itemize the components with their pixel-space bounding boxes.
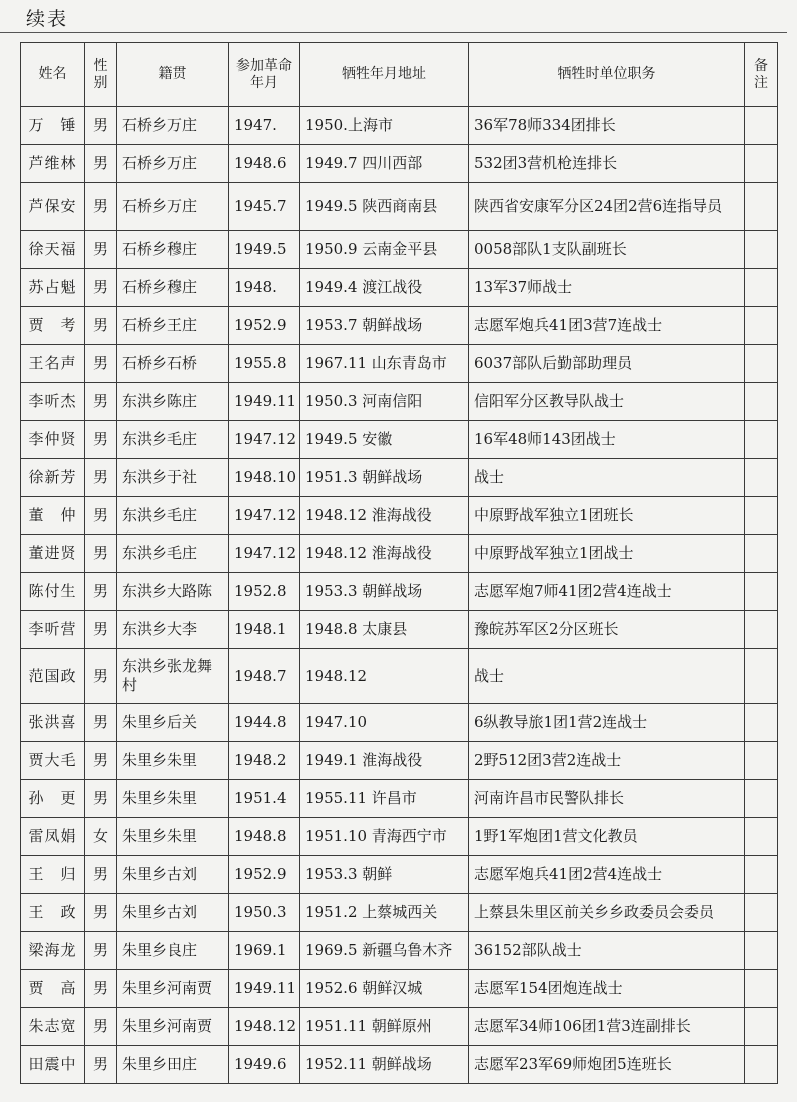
table-row xyxy=(21,1046,778,1084)
cell-name: 董 仲 xyxy=(21,497,85,535)
cell-name: 孙 更 xyxy=(21,780,85,818)
cell-joined: 1950.3 xyxy=(229,894,300,932)
cell-unit: 中原野战军独立1团班长 xyxy=(469,497,745,535)
cell-joined: 1948.1 xyxy=(229,611,300,649)
cell-sex: 男 xyxy=(85,932,117,970)
cell-name: 贾 高 xyxy=(21,970,85,1008)
cell-sex: 男 xyxy=(85,970,117,1008)
cell-sacrifice: 1955.11 许昌市 xyxy=(300,780,469,818)
cell-joined: 1949.11 xyxy=(229,970,300,1008)
cell-sex: 男 xyxy=(85,497,117,535)
cell-origin: 石桥乡石桥 xyxy=(117,345,229,383)
cell-unit: 2野512团3营2连战士 xyxy=(469,742,745,780)
cell-sex: 男 xyxy=(85,780,117,818)
cell-remark xyxy=(745,383,778,421)
table-row xyxy=(21,231,778,269)
cell-origin: 朱里乡朱里 xyxy=(117,742,229,780)
cell-unit: 战士 xyxy=(469,649,745,704)
cell-sacrifice: 1951.10 青海西宁市 xyxy=(300,818,469,856)
cell-joined: 1947. xyxy=(229,107,300,145)
cell-joined: 1969.1 xyxy=(229,932,300,970)
cell-sex: 女 xyxy=(85,818,117,856)
cell-sacrifice: 1948.12 淮海战役 xyxy=(300,535,469,573)
cell-name: 范国政 xyxy=(21,649,85,704)
cell-remark xyxy=(745,421,778,459)
cell-remark xyxy=(745,497,778,535)
cell-joined: 1952.8 xyxy=(229,573,300,611)
cell-origin: 朱里乡古刘 xyxy=(117,894,229,932)
martyrs-table xyxy=(20,42,778,1084)
cell-remark xyxy=(745,932,778,970)
cell-origin: 东洪乡张龙舞村 xyxy=(117,649,229,704)
cell-sacrifice: 1950.9 云南金平县 xyxy=(300,231,469,269)
cell-name: 雷凤娟 xyxy=(21,818,85,856)
header-remark: 备注 xyxy=(745,43,778,107)
cell-unit: 志愿军炮兵41团2营4连战士 xyxy=(469,856,745,894)
header-sacrifice: 牺牲年月地址 xyxy=(300,43,469,107)
cell-name: 董进贤 xyxy=(21,535,85,573)
cell-joined: 1948.8 xyxy=(229,818,300,856)
cell-origin: 朱里乡良庄 xyxy=(117,932,229,970)
cell-sex: 男 xyxy=(85,383,117,421)
cell-joined: 1948. xyxy=(229,269,300,307)
cell-name: 贾大毛 xyxy=(21,742,85,780)
cell-origin: 东洪乡毛庄 xyxy=(117,535,229,573)
cell-sex: 男 xyxy=(85,231,117,269)
table-row xyxy=(21,932,778,970)
cell-name: 李听营 xyxy=(21,611,85,649)
cell-joined: 1945.7 xyxy=(229,183,300,231)
cell-joined: 1948.10 xyxy=(229,459,300,497)
cell-joined: 1952.9 xyxy=(229,307,300,345)
table-row xyxy=(21,107,778,145)
header-unit: 牺牲时单位职务 xyxy=(469,43,745,107)
cell-sex: 男 xyxy=(85,573,117,611)
table-row xyxy=(21,1008,778,1046)
cell-name: 王名声 xyxy=(21,345,85,383)
cell-name: 徐天福 xyxy=(21,231,85,269)
table-row xyxy=(21,459,778,497)
cell-sex: 男 xyxy=(85,269,117,307)
cell-sex: 男 xyxy=(85,856,117,894)
cell-joined: 1947.12 xyxy=(229,421,300,459)
cell-origin: 朱里乡古刘 xyxy=(117,856,229,894)
table-caption: 续表 xyxy=(26,8,69,30)
cell-sacrifice: 1948.12 淮海战役 xyxy=(300,497,469,535)
header-row xyxy=(21,43,778,107)
cell-remark xyxy=(745,459,778,497)
cell-name: 田震中 xyxy=(21,1046,85,1084)
cell-sacrifice: 1952.6 朝鲜汉城 xyxy=(300,970,469,1008)
cell-joined: 1948.2 xyxy=(229,742,300,780)
cell-remark xyxy=(745,704,778,742)
cell-unit: 532团3营机枪连排长 xyxy=(469,145,745,183)
cell-remark xyxy=(745,307,778,345)
table-row xyxy=(21,970,778,1008)
cell-sex: 男 xyxy=(85,894,117,932)
cell-origin: 东洪乡于社 xyxy=(117,459,229,497)
cell-sacrifice: 1952.11 朝鲜战场 xyxy=(300,1046,469,1084)
table-row xyxy=(21,780,778,818)
cell-name: 苏占魁 xyxy=(21,269,85,307)
cell-sacrifice: 1949.5 陕西商南县 xyxy=(300,183,469,231)
header-sex: 性别 xyxy=(85,43,117,107)
cell-name: 王 政 xyxy=(21,894,85,932)
cell-origin: 朱里乡田庄 xyxy=(117,1046,229,1084)
cell-sex: 男 xyxy=(85,345,117,383)
cell-origin: 东洪乡毛庄 xyxy=(117,497,229,535)
cell-remark xyxy=(745,1008,778,1046)
cell-remark xyxy=(745,345,778,383)
cell-unit: 志愿军154团炮连战士 xyxy=(469,970,745,1008)
cell-name: 朱志宽 xyxy=(21,1008,85,1046)
cell-origin: 石桥乡穆庄 xyxy=(117,269,229,307)
cell-name: 徐新芳 xyxy=(21,459,85,497)
cell-sacrifice: 1951.3 朝鲜战场 xyxy=(300,459,469,497)
table-row xyxy=(21,649,778,704)
cell-remark xyxy=(745,856,778,894)
cell-unit: 13军37师战士 xyxy=(469,269,745,307)
cell-sex: 男 xyxy=(85,1046,117,1084)
table-row xyxy=(21,421,778,459)
cell-unit: 河南许昌市民警队排长 xyxy=(469,780,745,818)
cell-origin: 朱里乡朱里 xyxy=(117,780,229,818)
cell-remark xyxy=(745,894,778,932)
cell-remark xyxy=(745,231,778,269)
cell-sacrifice: 1949.1 淮海战役 xyxy=(300,742,469,780)
cell-sex: 男 xyxy=(85,611,117,649)
cell-joined: 1952.9 xyxy=(229,856,300,894)
cell-joined: 1951.4 xyxy=(229,780,300,818)
table-row xyxy=(21,269,778,307)
cell-name: 芦保安 xyxy=(21,183,85,231)
cell-name: 李仲贤 xyxy=(21,421,85,459)
cell-name: 贾 考 xyxy=(21,307,85,345)
cell-unit: 豫皖苏军区2分区班长 xyxy=(469,611,745,649)
cell-unit: 志愿军炮7师41团2营4连战士 xyxy=(469,573,745,611)
cell-sacrifice: 1949.4 渡江战役 xyxy=(300,269,469,307)
cell-unit: 战士 xyxy=(469,459,745,497)
cell-name: 张洪喜 xyxy=(21,704,85,742)
cell-sacrifice: 1969.5 新疆乌鲁木齐 xyxy=(300,932,469,970)
cell-sex: 男 xyxy=(85,145,117,183)
cell-sex: 男 xyxy=(85,535,117,573)
cell-sacrifice: 1948.12 xyxy=(300,649,469,704)
table-body xyxy=(21,107,778,1084)
header-origin: 籍贯 xyxy=(117,43,229,107)
table-row xyxy=(21,345,778,383)
table-row xyxy=(21,742,778,780)
cell-sex: 男 xyxy=(85,704,117,742)
cell-joined: 1948.7 xyxy=(229,649,300,704)
cell-sex: 男 xyxy=(85,742,117,780)
cell-unit: 6纵教导旅1团1营2连战士 xyxy=(469,704,745,742)
cell-unit: 信阳军分区教导队战士 xyxy=(469,383,745,421)
cell-joined: 1955.8 xyxy=(229,345,300,383)
table-row xyxy=(21,307,778,345)
cell-sex: 男 xyxy=(85,459,117,497)
cell-name: 芦维林 xyxy=(21,145,85,183)
cell-joined: 1948.6 xyxy=(229,145,300,183)
cell-remark xyxy=(745,145,778,183)
cell-unit: 志愿军炮兵41团3营7连战士 xyxy=(469,307,745,345)
cell-origin: 朱里乡后关 xyxy=(117,704,229,742)
cell-origin: 东洪乡大李 xyxy=(117,611,229,649)
table-row xyxy=(21,535,778,573)
cell-sex: 男 xyxy=(85,1008,117,1046)
cell-unit: 志愿军23军69师炮团5连班长 xyxy=(469,1046,745,1084)
cell-joined: 1949.5 xyxy=(229,231,300,269)
header-name: 姓名 xyxy=(21,43,85,107)
cell-sacrifice: 1953.3 朝鲜 xyxy=(300,856,469,894)
cell-unit: 36152部队战士 xyxy=(469,932,745,970)
cell-origin: 东洪乡毛庄 xyxy=(117,421,229,459)
cell-sex: 男 xyxy=(85,649,117,704)
cell-joined: 1949.11 xyxy=(229,383,300,421)
cell-name: 梁海龙 xyxy=(21,932,85,970)
cell-unit: 0058部队1支队副班长 xyxy=(469,231,745,269)
cell-sacrifice: 1950.上海市 xyxy=(300,107,469,145)
cell-remark xyxy=(745,611,778,649)
cell-remark xyxy=(745,818,778,856)
cell-name: 陈付生 xyxy=(21,573,85,611)
cell-unit: 中原野战军独立1团战士 xyxy=(469,535,745,573)
cell-remark xyxy=(745,269,778,307)
cell-origin: 石桥乡万庄 xyxy=(117,107,229,145)
cell-remark xyxy=(745,183,778,231)
table-row xyxy=(21,573,778,611)
cell-origin: 东洪乡大路陈 xyxy=(117,573,229,611)
cell-sacrifice: 1951.11 朝鲜原州 xyxy=(300,1008,469,1046)
cell-unit: 1野1军炮团1营文化教员 xyxy=(469,818,745,856)
cell-remark xyxy=(745,970,778,1008)
cell-origin: 石桥乡万庄 xyxy=(117,145,229,183)
cell-unit: 陕西省安康军分区24团2营6连指导员 xyxy=(469,183,745,231)
cell-unit: 16军48师143团战士 xyxy=(469,421,745,459)
cell-remark xyxy=(745,573,778,611)
cell-sacrifice: 1950.3 河南信阳 xyxy=(300,383,469,421)
table-row xyxy=(21,818,778,856)
cell-unit: 志愿军34师106团1营3连副排长 xyxy=(469,1008,745,1046)
header-rule xyxy=(0,32,787,33)
cell-remark xyxy=(745,107,778,145)
cell-origin: 朱里乡河南贾 xyxy=(117,1008,229,1046)
cell-sacrifice: 1953.7 朝鲜战场 xyxy=(300,307,469,345)
cell-remark xyxy=(745,535,778,573)
table-row xyxy=(21,856,778,894)
cell-sacrifice: 1951.2 上蔡城西关 xyxy=(300,894,469,932)
cell-joined: 1948.12 xyxy=(229,1008,300,1046)
cell-sacrifice: 1953.3 朝鲜战场 xyxy=(300,573,469,611)
cell-origin: 朱里乡朱里 xyxy=(117,818,229,856)
cell-name: 李听杰 xyxy=(21,383,85,421)
header-joined: 参加革命年月 xyxy=(229,43,300,107)
table-row xyxy=(21,704,778,742)
cell-origin: 石桥乡穆庄 xyxy=(117,231,229,269)
table-row xyxy=(21,145,778,183)
cell-remark xyxy=(745,742,778,780)
cell-sex: 男 xyxy=(85,307,117,345)
cell-remark xyxy=(745,780,778,818)
cell-joined: 1944.8 xyxy=(229,704,300,742)
table-row xyxy=(21,894,778,932)
cell-origin: 石桥乡王庄 xyxy=(117,307,229,345)
table-row xyxy=(21,383,778,421)
cell-sacrifice: 1949.5 安徽 xyxy=(300,421,469,459)
cell-remark xyxy=(745,1046,778,1084)
cell-name: 万 锤 xyxy=(21,107,85,145)
cell-sex: 男 xyxy=(85,421,117,459)
cell-remark xyxy=(745,649,778,704)
cell-joined: 1947.12 xyxy=(229,535,300,573)
table-row xyxy=(21,611,778,649)
cell-unit: 36军78师334团排长 xyxy=(469,107,745,145)
cell-origin: 石桥乡万庄 xyxy=(117,183,229,231)
cell-joined: 1949.6 xyxy=(229,1046,300,1084)
table-row xyxy=(21,183,778,231)
cell-unit: 上蔡县朱里区前关乡乡政委员会委员 xyxy=(469,894,745,932)
cell-sex: 男 xyxy=(85,183,117,231)
cell-sacrifice: 1967.11 山东青岛市 xyxy=(300,345,469,383)
cell-sex: 男 xyxy=(85,107,117,145)
cell-joined: 1947.12 xyxy=(229,497,300,535)
cell-sacrifice: 1949.7 四川西部 xyxy=(300,145,469,183)
table-row xyxy=(21,497,778,535)
cell-sacrifice: 1947.10 xyxy=(300,704,469,742)
cell-name: 王 归 xyxy=(21,856,85,894)
cell-unit: 6037部队后勤部助理员 xyxy=(469,345,745,383)
cell-origin: 朱里乡河南贾 xyxy=(117,970,229,1008)
cell-sacrifice: 1948.8 太康县 xyxy=(300,611,469,649)
cell-origin: 东洪乡陈庄 xyxy=(117,383,229,421)
